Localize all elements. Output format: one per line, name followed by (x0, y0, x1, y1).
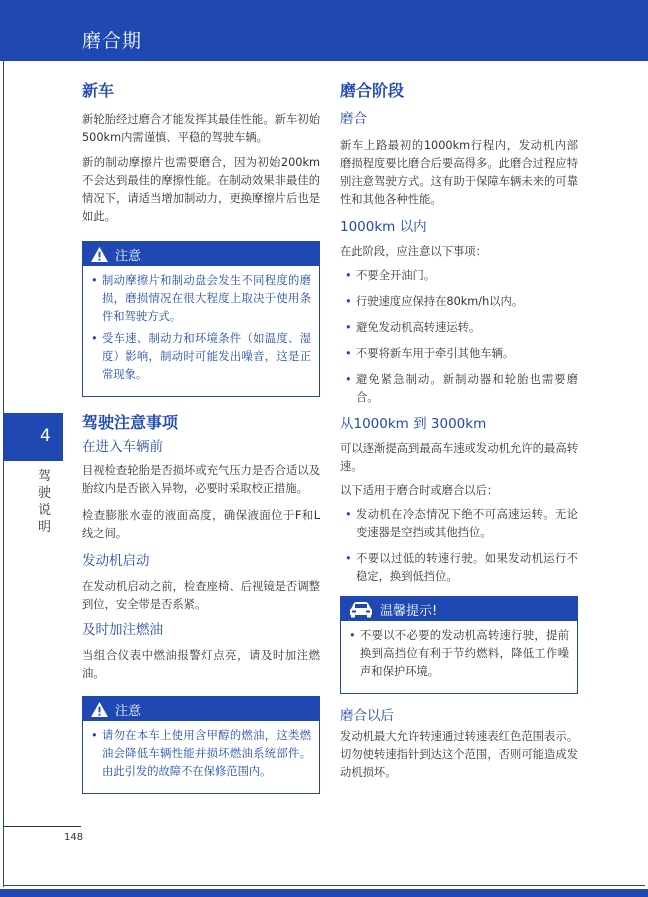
notice-box-fuel (82, 696, 320, 794)
notice-box-brakes (82, 241, 320, 397)
after-break-in-paragraph: 发动机最大允许转速通过转速表红色范围表示。切勿使转速指针到达这个范围，否则可能造成发动机损坏。 (340, 730, 578, 779)
bottom-bar (0, 889, 648, 897)
new-car-heading: 新车 (82, 81, 115, 100)
list-item: • 不要将新车用于牵引其他车辆。 (340, 345, 578, 363)
left-column (82, 78, 320, 794)
page-header (0, 0, 648, 61)
within-1000km-list (340, 267, 578, 407)
break-in-heading: 磨合阶段 (340, 81, 405, 100)
car-icon (348, 600, 374, 618)
tip-header (341, 597, 577, 621)
notice-body (83, 721, 319, 793)
within-1000km-subheading: 1000km 以内 (340, 219, 427, 235)
page-title: 磨合期 (82, 30, 143, 52)
tip-body (341, 621, 577, 693)
right-column (340, 78, 578, 782)
tip-title: 温馨提示! (380, 603, 438, 619)
warning-icon (90, 246, 109, 263)
tip-box (340, 596, 578, 694)
new-car-paragraph-2: 新的制动摩擦片也需要磨合，因为初始200km不会达到最佳的摩擦性能。在制动效果非最佳的情况下，请适当增加制动力，更换摩擦片后也是如此。 (82, 156, 320, 223)
page-number: 148 (64, 832, 84, 843)
list-item: • 避免紧急制动。新制动器和轮胎也需要磨合。 (340, 371, 578, 407)
after-break-in-subheading: 磨合以后 (340, 708, 394, 724)
notice-item: • 制动摩擦片和制动盘会发生不同程度的磨损，磨损情况在很大程度上取决于使用条件和驾驶方式。 (91, 272, 311, 326)
notice-title: 注意 (115, 248, 142, 264)
1000-to-3000km-paragraph-2: 以下适用于磨合时或磨合以后： (340, 484, 499, 497)
notice-header (83, 242, 319, 266)
before-entering-paragraph-2: 检查膨胀水壶的液面高度，确保液面位于F和L线之间。 (82, 509, 320, 540)
frame-left-line (3, 61, 4, 887)
list-item: • 避免发动机高转速运转。 (340, 319, 578, 337)
chapter-tab (3, 413, 63, 461)
break-in-subheading: 磨合 (340, 111, 367, 127)
new-car-paragraph-1: 新轮胎经过磨合才能发挥其最佳性能。新车初始500km内需谨慎、平稳的驾驶车辆。 (82, 113, 320, 144)
before-entering-subheading: 在进入车辆前 (82, 439, 163, 455)
list-item: • 行驶速度应保持在80km/h以内。 (340, 293, 578, 311)
driving-notes-heading: 驾驶注意事项 (82, 413, 179, 432)
engine-start-paragraph: 在发动机启动之前，检查座椅、后视镜是否调整到位，安全带是否系紧。 (82, 580, 320, 611)
break-in-paragraph: 新车上路最初的1000km行程内，发动机内部磨损程度要比磨合后要高得多。此磨合过程应特别注意驾驶方式。这有助于保障车辆未来的可靠性和其他各种性能。 (340, 139, 578, 206)
notice-item: • 受车速、制动力和环境条件（如温度、湿度）影响，制动时可能发出噪音，这是正常现象。 (91, 330, 311, 384)
notice-body (83, 266, 319, 396)
notice-title: 注意 (115, 703, 142, 719)
engine-start-subheading: 发动机启动 (82, 553, 150, 569)
notice-header (83, 697, 319, 721)
list-item: • 不要以过低的转速行驶。如果发动机运行不稳定，换到低挡位。 (340, 550, 578, 586)
before-entering-paragraph-1: 目视检查轮胎是否损坏或充气压力是否合适以及胎纹内是否嵌入异物，必要时采取校正措施。 (82, 464, 320, 495)
within-1000km-intro: 在此阶段，应注意以下事项： (340, 245, 487, 258)
page-number-rule (3, 826, 81, 827)
chapter-number: 4 (40, 426, 51, 446)
tip-item: • 不要以不必要的发动机高转速行驶，提前换到高挡位有利于节约燃料，降低工作噪声和保护环境。 (349, 627, 569, 681)
list-item: • 不要全开油门。 (340, 267, 578, 285)
list-item: • 发动机在冷态情况下绝不可高速运转。无论变速器是空挡或其他挡位。 (340, 506, 578, 542)
refuel-paragraph: 当组合仪表中燃油报警灯点亮，请及时加注燃油。 (82, 649, 320, 680)
refuel-subheading: 及时加注燃油 (82, 622, 163, 638)
1000-to-3000km-subheading: 从1000km 到 3000km (340, 416, 487, 432)
warning-icon (90, 701, 109, 718)
notice-item: • 请勿在本车上使用含甲醇的燃油，这类燃油会降低车辆性能并损坏燃油系统部件。由此引发的故障不在保修范围内。 (91, 727, 311, 781)
frame-bottom-line (3, 885, 645, 886)
chapter-name: 驾驶说明 (38, 469, 52, 535)
1000-to-3000km-paragraph-1: 可以逐渐提高到最高车速或发动机允许的最高转速。 (340, 442, 578, 473)
1000-to-3000km-list (340, 506, 578, 586)
